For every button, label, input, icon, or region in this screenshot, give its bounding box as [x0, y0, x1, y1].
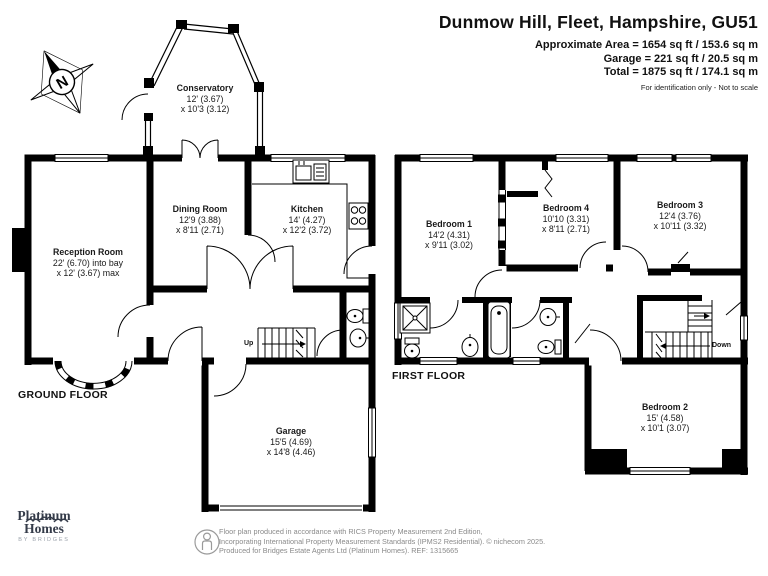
gf-sink-icon [350, 329, 369, 347]
room-label-conservatory: Conservatory 12' (3.67) x 10'3 (3.12) [176, 83, 234, 114]
platinum-homes-logo [6, 509, 82, 543]
shower-icon [400, 303, 430, 333]
total-area: Total = 1875 sq ft / 174.1 sq m [603, 66, 758, 78]
room-label-dining: Dining Room 12'9 (3.88) x 8'11 (2.71) [172, 204, 228, 235]
footer-line-2: Incorporating International Property Measurement Standards (IPMS2 Residential). © nichecom 2025. [219, 536, 546, 546]
logo-name-line1: Platinum [17, 508, 71, 523]
gf-toilet-icon [347, 309, 369, 323]
room-label-reception: Reception Room 22' (6.70) into bay x 12' (3.67) max [52, 247, 124, 278]
wardrobe [499, 190, 506, 250]
footer-line-1: Floor plan produced in accordance with RICS Property Measurement 2nd Edition, [219, 527, 483, 536]
approximate-area: Approximate Area = 1654 sq ft / 153.6 sq m [534, 39, 758, 51]
ff-sink-icon-2 [540, 309, 560, 326]
stairs-up [258, 328, 315, 358]
ff-toilet-icon-2 [538, 340, 561, 354]
footer-disclaimer [219, 527, 545, 556]
page-title: Dunmow Hill, Fleet, Hampshire, GU51 [438, 12, 758, 32]
room-label-bedroom3: Bedroom 3 12'4 (3.76) x 10'11 (3.32) [653, 200, 707, 231]
garage-area: Garage = 221 sq ft / 20.5 sq m [603, 52, 758, 65]
chimney-breast [12, 228, 28, 272]
bath-icon [488, 302, 510, 358]
room-label-garage: Garage 15'5 (4.69) x 14'8 (4.46) [266, 426, 316, 457]
ground-floor-label: GROUND FLOOR [18, 389, 108, 401]
room-label-bedroom1: Bedroom 1 14'2 (4.31) x 9'11 (3.02) [425, 219, 473, 250]
compass-north-letter: N [53, 72, 72, 93]
stairs-down-label: Down [712, 342, 732, 349]
ff-toilet-icon-1 [405, 338, 420, 358]
stairs-down [645, 300, 712, 361]
room-label-bedroom2: Bedroom 2 15' (4.58) x 10'1 (3.07) [640, 402, 690, 433]
footer-line-3: Produced for Bridges Estate Agents Ltd (Platinum Homes). REF: 1315665 [219, 546, 459, 556]
room-label-kitchen: Kitchen 14' (4.27) x 12'2 (3.72) [282, 204, 332, 235]
header [439, 12, 758, 92]
room-label-bedroom4: Bedroom 4 10'10 (3.31) x 8'11 (2.71) [542, 203, 590, 234]
nichecom-icon [195, 530, 219, 554]
compass-rose [13, 33, 111, 131]
stairs-up-label: Up [244, 340, 254, 347]
hob-icon [349, 203, 368, 229]
ff-sink-icon-1 [462, 334, 478, 357]
disclaimer: For identification only - Not to scale [640, 82, 758, 92]
first-floor-label: FIRST FLOOR [392, 370, 466, 382]
logo-tagline: BY BRIDGES [18, 537, 70, 543]
kitchen-sink-icon [293, 160, 329, 183]
logo-name-line2: Homes [24, 521, 64, 536]
